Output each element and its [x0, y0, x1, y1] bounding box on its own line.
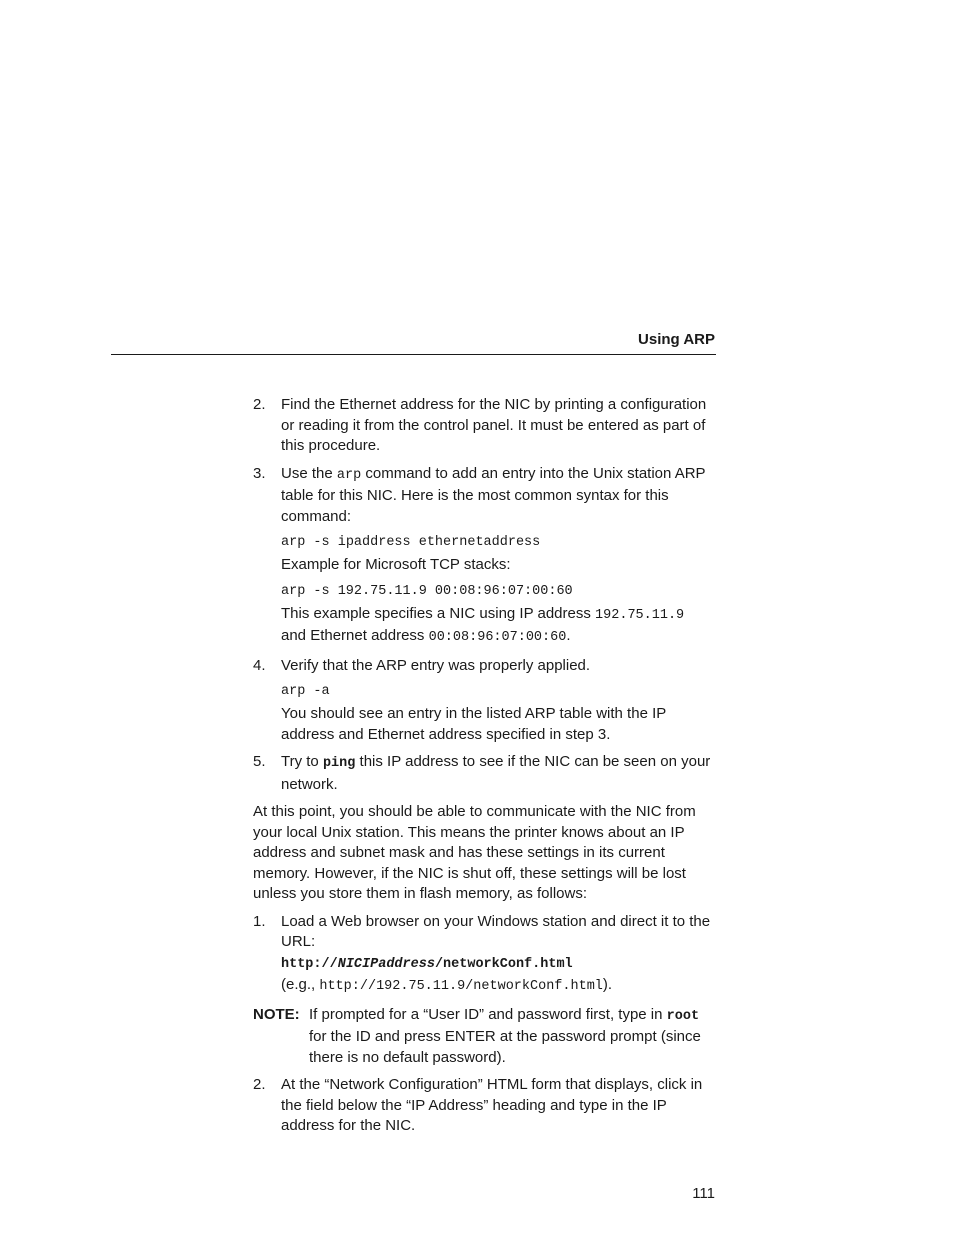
- inline-command: ping: [322, 756, 356, 771]
- note-label: NOTE:: [253, 1005, 300, 1023]
- note-text: If prompted for a “User ID” and password first, type in root for the ID and press ENTER at the password prompt (since there is no default password).: [309, 1005, 701, 1066]
- step-number: 1.: [253, 912, 266, 930]
- example-url: http://192.75.11.9/networkConf.html: [319, 979, 603, 994]
- step-number: 3.: [253, 464, 266, 482]
- body-paragraph: At this point, you should be able to communicate with the NIC from your local Unix station. This means the printer knows about an IP address and subnet mask and has these settings in its current memory. However, if the NIC is shut off, these settings will be lost unless you store them in flash memory, as follows:: [253, 803, 696, 902]
- step-text: Find the Ethernet address for the NIC by printing a configuration or reading it from the control panel. It must be entered as part of this procedure.: [281, 396, 707, 454]
- inline-mac: 00:08:96:07:00:60: [428, 630, 567, 645]
- running-header-title: Using ARP: [638, 331, 715, 348]
- code-command: arp -a: [281, 684, 330, 699]
- header-rule: [111, 354, 716, 355]
- inline-command: arp: [336, 467, 362, 483]
- step-text: Try to ping this IP address to see if the NIC can be seen on your network.: [281, 753, 711, 793]
- step-number: 4.: [253, 656, 266, 674]
- code-syntax: arp -s ipaddress ethernetaddress: [281, 535, 541, 550]
- code-args: ipaddress ethernetaddress: [337, 535, 541, 550]
- step-item: [253, 464, 719, 649]
- page-number: 111: [692, 1185, 715, 1202]
- inline-command: root: [666, 1008, 700, 1024]
- code-example: arp -s 192.75.11.9 00:08:96:07:00:60: [281, 583, 573, 599]
- step-item: [253, 752, 719, 795]
- step-item: [253, 1075, 719, 1137]
- step-text: Verify that the ARP entry was properly applied.: [281, 656, 591, 674]
- example-explanation: This example specifies a NIC using IP address 192.75.11.9 and Ethernet address 00:08:96:07:00:60.: [281, 604, 685, 645]
- example-label: Example for Microsoft TCP stacks:: [281, 556, 511, 573]
- step-text: Load a Web browser on your Windows station and direct it to the URL:: [281, 912, 711, 950]
- step-text: At the “Network Configuration” HTML form that displays, click in the field below the “IP Address” heading and type in the IP address for the NIC.: [281, 1076, 703, 1134]
- step-followup: You should see an entry in the listed ARP table with the IP address and Ethernet address specified in step 3.: [281, 705, 666, 743]
- step-number: 2.: [253, 396, 266, 413]
- url-template: http://NICIPaddress/networkConf.html: [281, 956, 573, 972]
- inline-ip: 192.75.11.9: [595, 607, 685, 623]
- step-number: 2.: [253, 1076, 266, 1093]
- url-example: (e.g., http://192.75.11.9/networkConf.html).: [281, 976, 613, 994]
- step-text: Use the arp command to add an entry into the Unix station ARP table for this NIC. Here is the most common syntax for this command:: [281, 464, 706, 525]
- step-item: [253, 656, 719, 746]
- page-content: [253, 395, 719, 1144]
- step-number: 5.: [253, 753, 266, 770]
- step-item: [253, 395, 719, 457]
- note-block: [253, 1005, 719, 1069]
- step-item: [253, 912, 719, 998]
- url-variable: NICIPaddress: [337, 956, 435, 972]
